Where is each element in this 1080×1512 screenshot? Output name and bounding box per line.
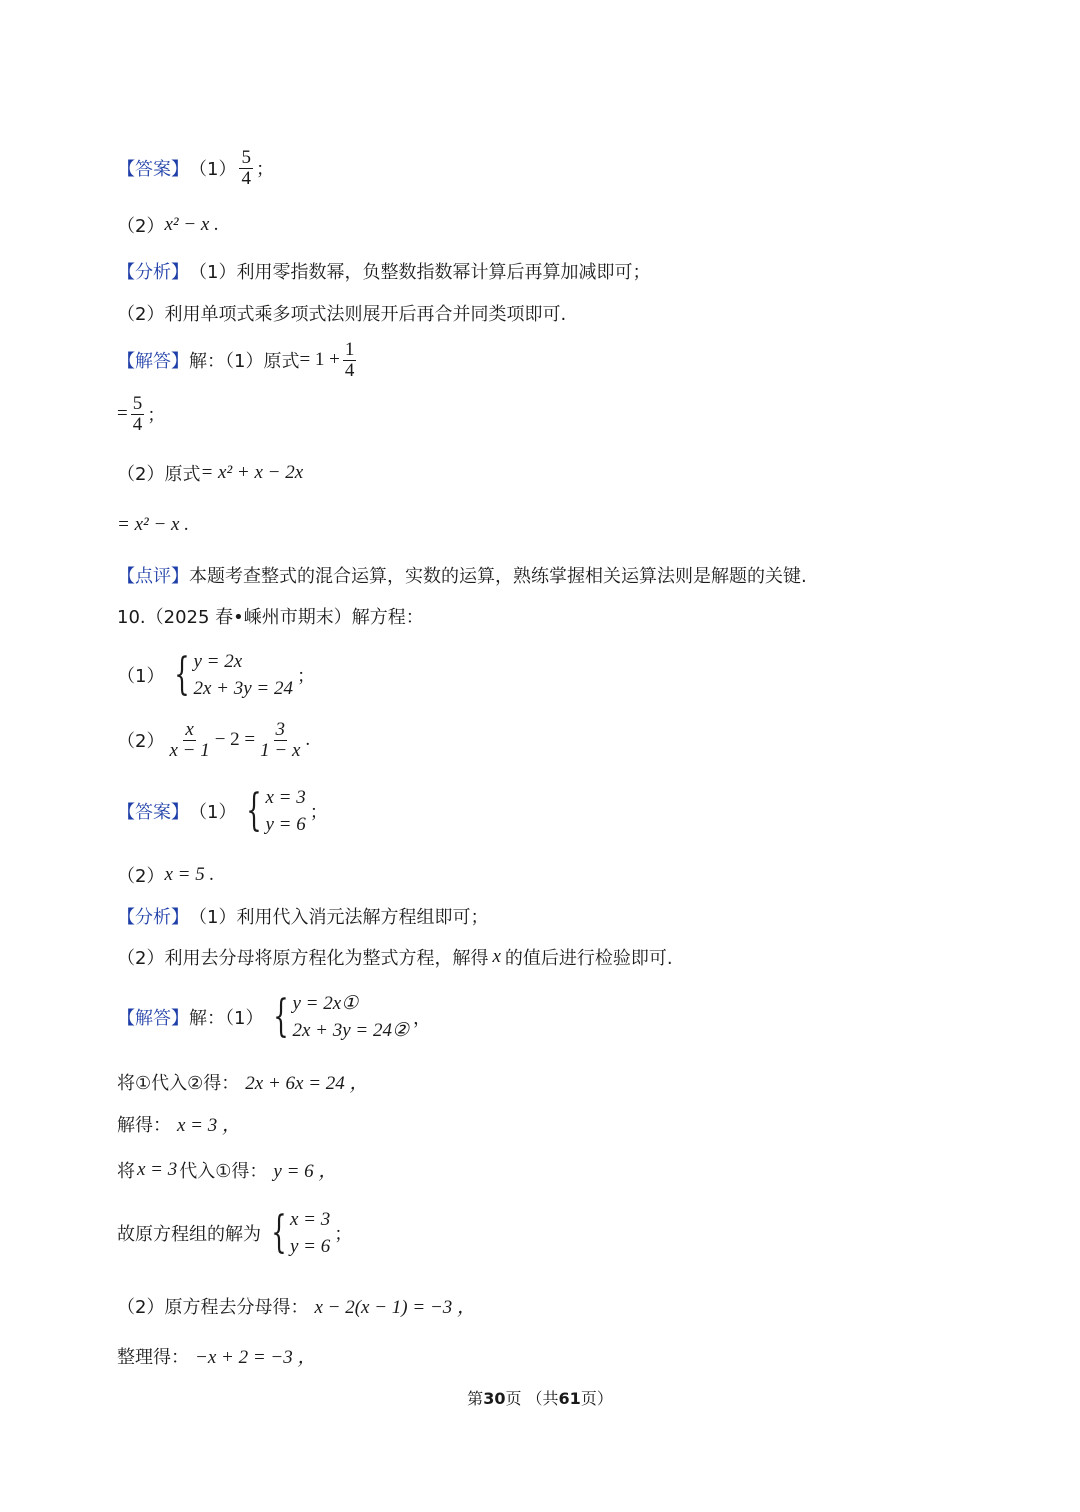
q9-answer1: 【答案】 （1） $\frac{5}{4}$ ； <box>117 147 274 189</box>
page-total: 61 <box>558 1389 581 1408</box>
solution-tag: 【解答】 <box>117 1008 189 1029</box>
q10-solution1: 【解答】 解：（1） { y = 2x① 2x + 3y = 24② ， <box>117 991 431 1042</box>
q9-analysis1: 【分析】 （1）利用零指数幂，负整数指数幂计算后再算加减即可； <box>117 258 650 284</box>
q10-step6: 整理得： −x + 2 = −3 ， <box>117 1346 317 1368</box>
analysis-tag: 【分析】 <box>117 907 189 928</box>
comment-tag: 【点评】 <box>117 566 189 587</box>
equation-system: { x = 3 y = 6 <box>271 1207 331 1258</box>
q10-step5: （2）原方程去分母得： x − 2(x − 1) = −3 ， <box>117 1296 477 1318</box>
q9-answer2: （2） x² − x . <box>117 214 219 237</box>
q9-analysis2: （2）利用单项式乘多项式法则展开后再合并同类项即可. <box>117 304 567 325</box>
q9-solution1b: = $\frac{5}{4}$ ； <box>117 393 166 435</box>
q10-step3: 将 x = 3 代入①得： y = 6 ， <box>117 1158 338 1182</box>
answer-tag: 【答案】 <box>117 802 189 823</box>
q10-step1: 将①代入②得： 2x + 6x = 24 ， <box>117 1072 369 1094</box>
q9-solution2: （2）原式 = x² + x − 2x <box>117 462 304 485</box>
q10-step4: 故原方程组的解为 { x = 3 y = 6 ； <box>117 1207 353 1258</box>
q10-analysis2: （2）利用去分母将原方程化为整式方程，解得 x 的值后进行检验即可. <box>117 946 673 969</box>
analysis-tag: 【分析】 <box>117 262 189 283</box>
page-number: 30 <box>483 1389 506 1408</box>
q9-comment: 【点评】 本题考查整式的混合运算，实数的运算，熟练掌握相关运算法则是解题的关键. <box>117 562 807 588</box>
q10-answer2: （2） x = 5 . <box>117 864 215 887</box>
q9-solution1: 【解答】 解：（1）原式 = 1 + $\frac{1}{4}$ <box>117 339 355 381</box>
q10-part1: （1） { y = 2x 2x + 3y = 24 ； <box>117 649 315 700</box>
page-footer: 第30页 （共61页） <box>467 1389 613 1408</box>
q10-part2: （2） $\frac{x}{x - 1}$ − 2 = $\frac{3}{1 - x}$ . <box>117 719 311 761</box>
equation-system: { x = 3 y = 6 <box>246 785 306 836</box>
equation-system: { y = 2x 2x + 3y = 24 <box>174 649 293 700</box>
q10-answer1: 【答案】 （1） { x = 3 y = 6 ； <box>117 785 328 836</box>
solution-tag: 【解答】 <box>117 351 189 373</box>
fraction: $\frac{5}{4}$ <box>132 393 143 435</box>
q10-analysis1: 【分析】 （1）利用代入消元法解方程组即可； <box>117 903 488 929</box>
answer-tag: 【答案】 <box>117 159 189 181</box>
q10-step2: 解得： x = 3 ， <box>117 1114 242 1136</box>
fraction: $\frac{x}{x - 1}$ <box>169 719 210 761</box>
fraction: $\frac{1}{4}$ <box>344 339 355 381</box>
fraction: $\frac{3}{1 - x}$ <box>260 719 301 761</box>
q9-solution2b: = x² − x . <box>117 514 189 535</box>
q10-header: 10.（2025 春•嵊州市期末）解方程： <box>117 607 424 628</box>
equation-system: { y = 2x① 2x + 3y = 24② <box>273 991 409 1042</box>
fraction: $\frac{5}{4}$ <box>241 147 251 189</box>
